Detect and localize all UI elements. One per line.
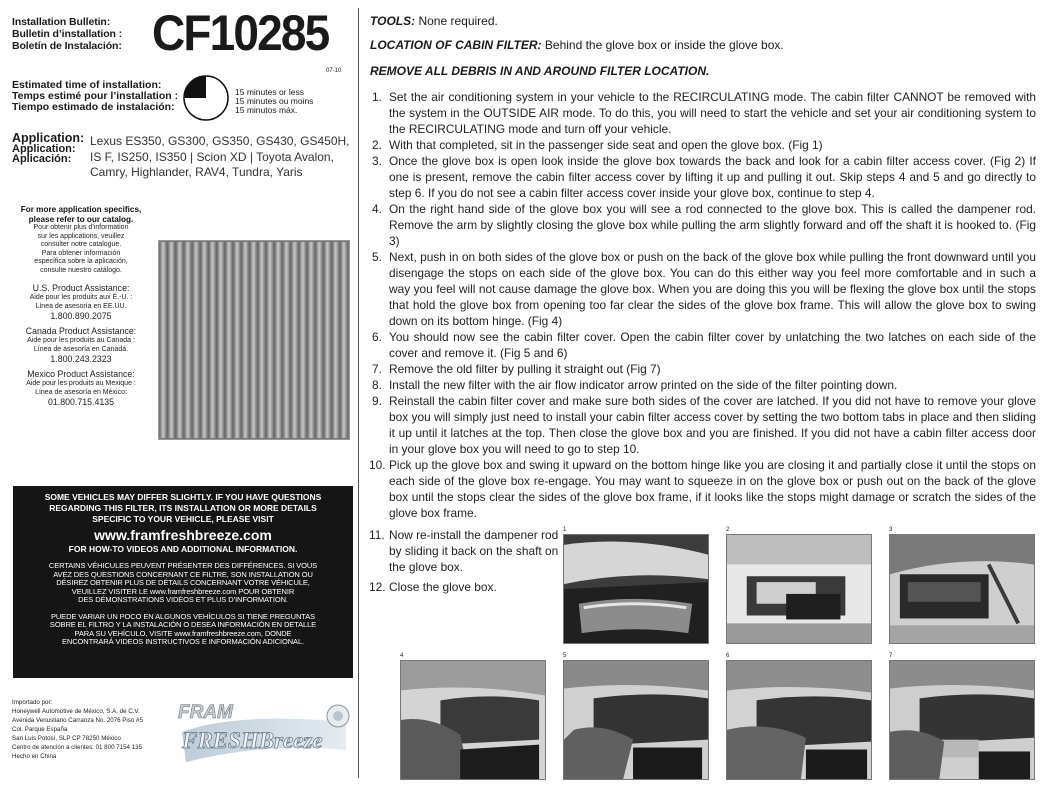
notice-en-line: SPECIFIC TO YOUR VEHICLE, PLEASE VISIT — [92, 514, 274, 524]
importer-line: Col. Parque España — [12, 726, 68, 733]
right-column — [368, 0, 1040, 787]
figure-3-photo — [889, 534, 1035, 644]
application-vehicles: Lexus ES350, GS300, GS350, GS430, GS450H, IS F, IS250, IS350 | Scion XD | Toyota Avalon, Camry, Highlander, RAV4, Tundra, Yaris — [90, 134, 350, 179]
time-label-fr: Temps estimé pour l’installation : — [12, 90, 179, 102]
notice-fr-line: CERTAINS VÉHICULES PEUVENT PRÉSENTER DES DIFFÉRENCES. SI VOUS — [48, 561, 318, 570]
assistance-es: Línea de asesoría en EE.UU. — [35, 302, 127, 310]
figure-5 — [563, 652, 709, 785]
step-item: 2. With that completed, sit in the passenger side seat and open the glove box. (Fig 1) — [372, 138, 823, 152]
clock-icon — [182, 74, 230, 122]
figure-1 — [563, 526, 709, 649]
website-link[interactable]: www.framfreshbreeze.com — [94, 527, 272, 543]
step-list-short — [369, 527, 559, 595]
figure-number: 4 — [400, 653, 404, 659]
step-item: 10. Pick up the glove box and swing it upward on the bottom hinge like you are closing it and partially close it until the stops on each side of the glove box re-engage. You may want to squeeze in on the glove box or push out on the back of the glove box until the stops clear the sides of the glove box frame, if it looks like the stops might damage or scratch the sides of the glove box frame. — [369, 458, 1036, 520]
importer-line: Hecho en China — [12, 753, 57, 760]
assistance-mexico — [10, 369, 152, 408]
importer-line: Centro de atención a clientes: 01 800 7154 135 — [12, 744, 143, 751]
figure-number: 1 — [563, 527, 567, 533]
step-item: 11. Now re-install the dampener rod by sliding it back on the shaft on the glove box. — [369, 528, 559, 574]
install-time-values — [235, 88, 313, 115]
assistance-canada — [10, 326, 152, 365]
catalog-line: Para obtener información — [41, 249, 121, 257]
cabin-filter-image — [158, 240, 350, 440]
figure-6-photo — [726, 660, 872, 780]
application-label-en: Application: — [12, 131, 85, 145]
location-label: LOCATION OF CABIN FILTER: — [370, 38, 542, 52]
catalog-line: consulte nuestro catálogo. — [40, 266, 122, 274]
tools-label: TOOLS: — [370, 14, 416, 28]
assistance-phone: 01.800.715.4135 — [47, 397, 115, 407]
application-labels — [12, 133, 84, 164]
notice-fr-line: DES DÉMONSTRATIONS VIDÉOS ET PLUS D’INFORMATION. — [78, 595, 288, 604]
notice-es-line: PUEDE VARIAR UN POCO EN ALGUNOS VEHÍCULOS SI TIENE PREGUNTAS — [50, 611, 316, 621]
step-list — [369, 89, 1036, 521]
importer-line: San Luis Potosí, SLP CP 78250 México — [12, 735, 121, 742]
bulletin-label-es: Boletín de Instalación: — [12, 40, 122, 52]
assistance-title: Canada Product Assistance: — [25, 326, 137, 336]
step-item: 1. Set the air conditioning system in your vehicle to the RECIRCULATING mode. The cabin filter CANNOT be removed with the system in the OUTSIDE AIR mode. To do this, you will need to start the vehicle and set your air conditioning system to the RECIRCULATING mode and turn off your vehicle. — [372, 90, 1036, 136]
catalog-line: sur les applications, veuillez — [37, 232, 125, 240]
assistance-fr: Aide pour les produits au Mexique : — [26, 380, 136, 387]
assistance-phone: 1.800.243.2323 — [50, 354, 112, 364]
catalog-header-2: please refer to our catalog. — [28, 214, 134, 224]
step-item: 5. Next, push in on both sides of the glove box or push on the back of the glove box while pulling the front downward until you disengage the stops on each side of the glove box. You can do this either way you feel more comfortable and in such a way you feel will not cause damage the glove box. When you are doing this you will be flexing the glove box until the stops that hold the glove box from opening too far clear the sides of the glove box frame. This will allow the glove box to swing down on its bottom hinge. (Fig 4) — [372, 250, 1036, 328]
step-item: 7. Remove the old filter by pulling it straight out (Fig 7) — [372, 362, 661, 376]
catalog-line: consulter notre catalogue. — [40, 241, 122, 248]
time-value-es: 15 minutos máx. — [235, 105, 298, 115]
figure-2 — [726, 526, 872, 649]
catalog-notice — [10, 205, 152, 408]
logo-product-text: FRESHBreeze — [182, 728, 323, 753]
figure-number: 3 — [889, 527, 893, 533]
notice-es-line: PARA SU VEHÍCULO, VISITE www.framfreshbreeze.com, DONDE — [74, 628, 292, 638]
website-notice — [13, 486, 353, 678]
catalog-line: Pour obtenir plus d’information — [33, 224, 129, 231]
notice-fr-line: VEUILLEZ VISITER LE www.framfreshbreeze.com POUR OBTENIR — [71, 586, 295, 596]
importer-line: Importado por: — [12, 699, 53, 706]
step-item: 3. Once the glove box is open look inside the glove box towards the back and look for a cabin filter access cover. (Fig 2) If one is present, remove the cabin filter access cover by lifting it up and pulling it out. Skip steps 4 and 5 and go directly to step 6. If you do not see a cabin filter access cover inside your glove box, continue to step 4. — [372, 154, 1036, 200]
time-value-en: 15 minutes or less — [235, 87, 304, 97]
catalog-header-1: For more application specifics, — [20, 205, 142, 214]
location-text: Behind the glove box or inside the glove box. — [544, 38, 784, 52]
tools-text: None required. — [418, 14, 498, 28]
figure-2-photo — [726, 534, 872, 644]
step-item: 8. Install the new filter with the air flow indicator arrow printed on the side of the filter pointing down. — [372, 378, 898, 392]
left-column — [0, 0, 358, 787]
figure-4 — [400, 652, 546, 785]
notice-en-line: REGARDING THIS FILTER, ITS INSTALLATION OR MORE DETAILS — [49, 503, 317, 513]
assistance-title: U.S. Product Assistance: — [32, 283, 130, 293]
time-label-es: Tiempo estimado de instalación: — [12, 101, 175, 113]
notice-fr-line: AVEZ DES QUESTIONS CONCERNANT CE FILTRE, SON INSTALLATION OU — [53, 569, 313, 579]
figure-5-photo — [563, 660, 709, 780]
notice-es — [13, 613, 353, 647]
tools-line — [370, 14, 498, 28]
figure-6 — [726, 652, 872, 785]
figure-7-photo — [889, 660, 1035, 780]
column-divider — [358, 8, 359, 778]
bulletin-labels — [12, 16, 122, 52]
notice-es-line: ENCONTRARÁ VIDEOS INSTRUCTIVOS E INFORMACIÓN ADICIONAL. — [61, 637, 305, 646]
figure-4-photo — [400, 660, 546, 780]
assistance-fr: Aide pour les produits aux É.-U. : — [29, 294, 133, 301]
application-label-es: Aplicación: — [12, 153, 72, 165]
step-item: 9. Reinstall the cabin filter cover and make sure both sides of the cover are latched. If you did not have to remove your glove box you will simply just need to install your cabin filter access cover by setting the two bottom tabs in place and then sliding it up until it latches at the top. Then close the glove box and you are finished. If you did not have a cabin filter access door in your glove box you will need to go to step 10. — [372, 394, 1036, 456]
install-time-labels — [12, 80, 178, 113]
importer-line: Honeywell Automotive de México, S.A. de C.V. — [12, 708, 140, 715]
notice-en-tail: FOR HOW-TO VIDEOS AND ADDITIONAL INFORMATION. — [68, 544, 298, 554]
importer-line: Avenida Venustiano Carranza No. 2076 Piso #5 — [12, 717, 143, 724]
application-label-fr: Application: — [12, 143, 76, 155]
notice-en-line: SOME VEHICLES MAY DIFFER SLIGHTLY. IF YOU HAVE QUESTIONS — [44, 492, 322, 502]
step-item: 4. On the right hand side of the glove box you will see a rod connected to the glove box. This is called the dampener rod. Remove the arm by slightly closing the glove box while pulling the arm slightly forward and off the shaft it is hooked to. (Fig 3) — [372, 202, 1036, 248]
figure-number: 2 — [726, 527, 730, 533]
bulletin-label-en: Installation Bulletin: — [12, 16, 111, 28]
remove-heading: REMOVE ALL DEBRIS IN AND AROUND FILTER LOCATION. — [370, 64, 710, 78]
notice-fr-line: DÉSIREZ OBTENIR PLUS DE DÉTAILS CONCERNANT VOTRE VÉHICULE, — [56, 578, 310, 587]
bulletin-label-fr: Bulletin d’installation : — [12, 28, 123, 40]
step-item: 6. You should now see the cabin filter cover. Open the cabin filter cover by unlatching the two latches on each side of the cover and remove it. (Fig 5 and 6) — [372, 330, 1036, 360]
assistance-us — [10, 283, 152, 322]
figure-3 — [889, 526, 1035, 649]
assistance-es: Línea de asesoría en México: — [35, 388, 127, 396]
fram-freshbreeze-logo — [176, 692, 356, 766]
assistance-phone: 1.800.890.2075 — [50, 311, 112, 321]
assistance-es: Línea de asesoría en Canadá. — [33, 345, 129, 353]
figure-number: 5 — [563, 653, 567, 659]
assistance-title: Mexico Product Assistance: — [27, 369, 135, 379]
step-item: 12. Close the glove box. — [369, 580, 497, 594]
figure-7 — [889, 652, 1035, 785]
catalog-line: específica sobre la aplicación, — [34, 258, 128, 265]
assistance-fr: Aide pour les produits au Canada : — [27, 337, 135, 344]
figure-number: 6 — [726, 653, 730, 659]
notice-fr — [13, 562, 353, 605]
importer-info — [12, 698, 143, 761]
time-label-en: Estimated time of installation: — [12, 79, 162, 91]
time-value-fr: 15 minutes ou moins — [235, 96, 314, 106]
location-line — [370, 38, 784, 52]
figure-1-photo — [563, 534, 709, 644]
logo-brand-text: FRAM — [178, 702, 233, 723]
notice-es-line: SOBRE EL FILTRO Y LA INSTALACIÓN O DESEA INFORMACIÓN EN DETALLE — [49, 620, 317, 629]
part-number: CF10285 — [152, 5, 329, 61]
date-code: 07-10 — [326, 68, 342, 74]
figure-number: 7 — [889, 653, 893, 659]
